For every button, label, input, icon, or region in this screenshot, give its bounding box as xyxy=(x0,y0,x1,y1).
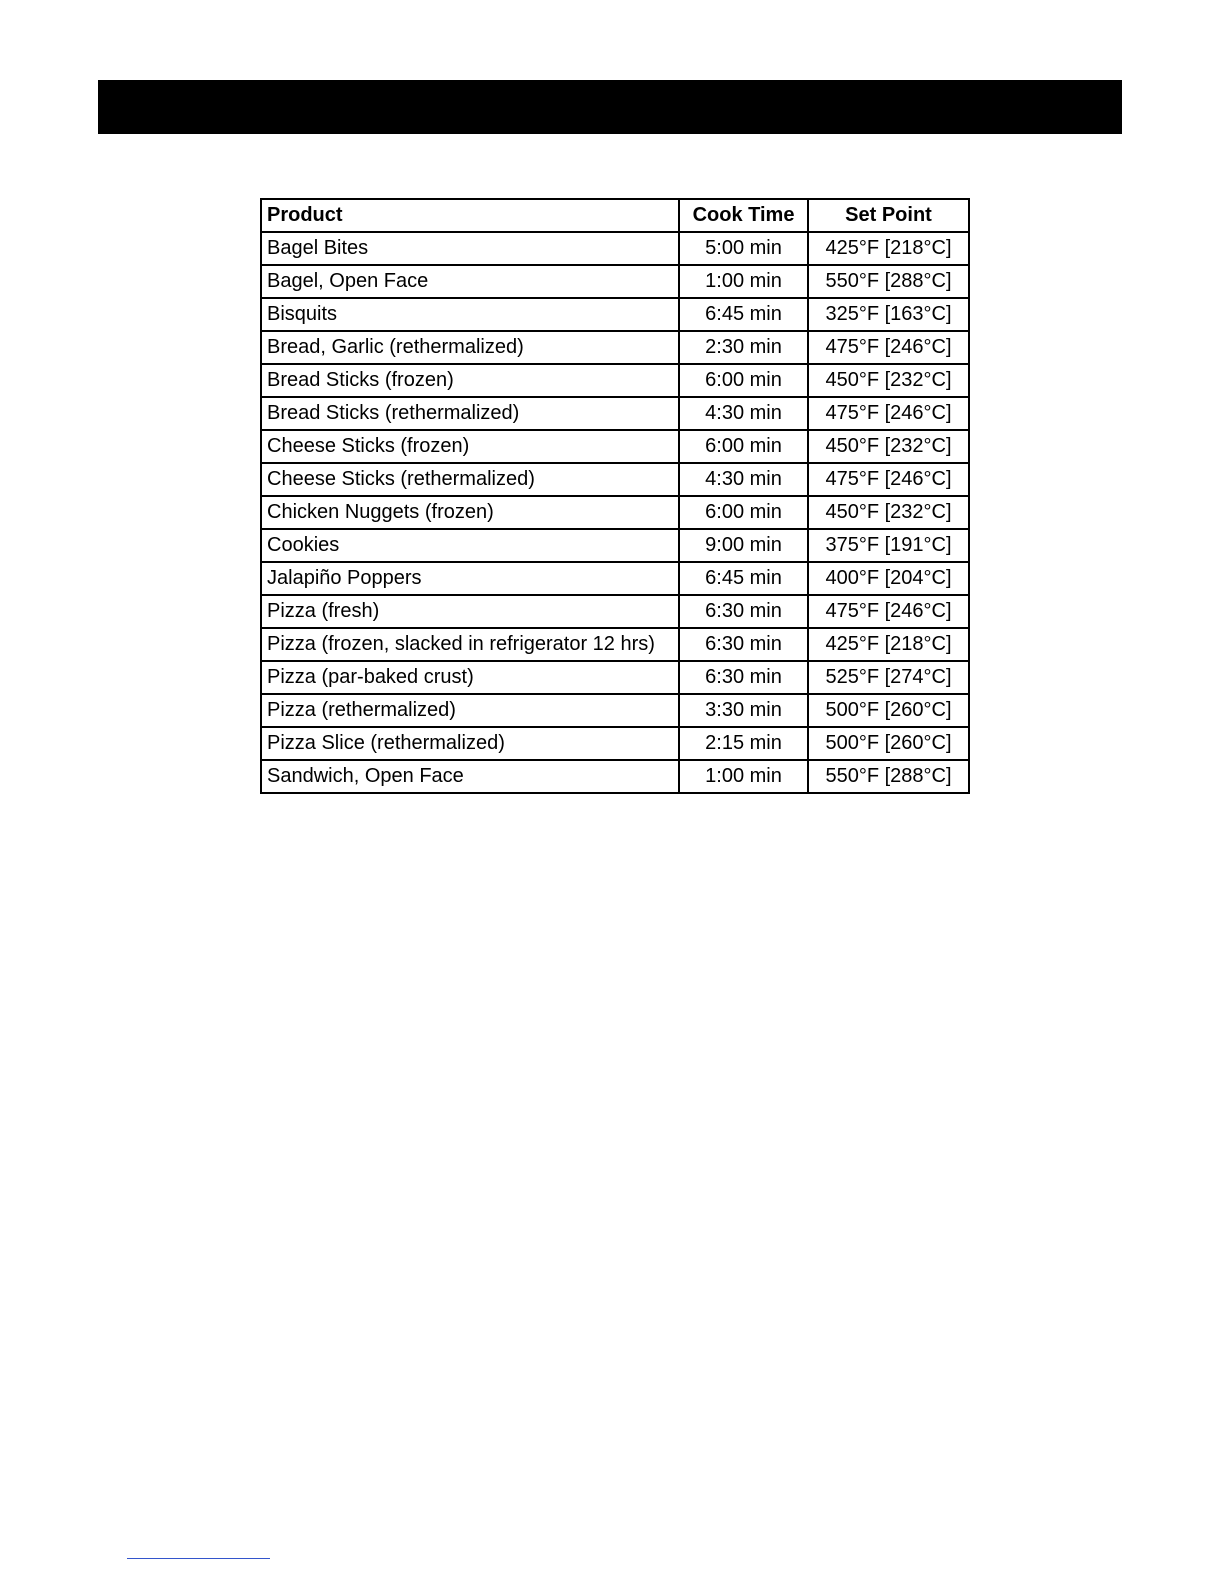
table-row xyxy=(261,331,969,364)
table-row xyxy=(261,694,969,727)
cell-cook-time: 2:30 min xyxy=(679,331,808,364)
cell-cook-time: 3:30 min xyxy=(679,694,808,727)
table-body xyxy=(261,232,969,793)
table-row xyxy=(261,397,969,430)
table-row xyxy=(261,496,969,529)
table-row xyxy=(261,298,969,331)
cell-cook-time: 6:00 min xyxy=(679,364,808,397)
cook-time-table-container xyxy=(260,198,968,794)
cell-set-point: 475°F [246°C] xyxy=(808,397,969,430)
table-row xyxy=(261,595,969,628)
cell-set-point: 500°F [260°C] xyxy=(808,727,969,760)
cell-set-point: 550°F [288°C] xyxy=(808,265,969,298)
cell-cook-time: 1:00 min xyxy=(679,265,808,298)
column-header-set-point: Set Point xyxy=(808,199,969,232)
column-header-product: Product xyxy=(261,199,679,232)
footnote-rule xyxy=(127,1558,270,1559)
cell-cook-time: 1:00 min xyxy=(679,760,808,793)
cell-cook-time: 6:30 min xyxy=(679,595,808,628)
table-row xyxy=(261,265,969,298)
cell-set-point: 550°F [288°C] xyxy=(808,760,969,793)
cell-cook-time: 5:00 min xyxy=(679,232,808,265)
cell-product: Cheese Sticks (rethermalized) xyxy=(261,463,679,496)
cell-cook-time: 6:45 min xyxy=(679,298,808,331)
cell-cook-time: 4:30 min xyxy=(679,397,808,430)
column-header-cook-time: Cook Time xyxy=(679,199,808,232)
cell-set-point: 525°F [274°C] xyxy=(808,661,969,694)
cell-set-point: 475°F [246°C] xyxy=(808,595,969,628)
cell-product: Jalapiño Poppers xyxy=(261,562,679,595)
cell-set-point: 325°F [163°C] xyxy=(808,298,969,331)
table-row xyxy=(261,562,969,595)
cell-product: Cookies xyxy=(261,529,679,562)
cell-product: Pizza (par-baked crust) xyxy=(261,661,679,694)
cell-set-point: 450°F [232°C] xyxy=(808,364,969,397)
cell-cook-time: 6:00 min xyxy=(679,496,808,529)
table-row xyxy=(261,430,969,463)
cell-product: Pizza Slice (rethermalized) xyxy=(261,727,679,760)
cell-set-point: 500°F [260°C] xyxy=(808,694,969,727)
cell-cook-time: 6:30 min xyxy=(679,661,808,694)
table-row xyxy=(261,628,969,661)
cell-cook-time: 4:30 min xyxy=(679,463,808,496)
cell-set-point: 450°F [232°C] xyxy=(808,430,969,463)
cell-product: Sandwich, Open Face xyxy=(261,760,679,793)
table-row xyxy=(261,463,969,496)
table-header-row xyxy=(261,199,969,232)
cell-product: Bagel Bites xyxy=(261,232,679,265)
cell-product: Pizza (fresh) xyxy=(261,595,679,628)
cell-cook-time: 6:30 min xyxy=(679,628,808,661)
cell-product: Bread Sticks (frozen) xyxy=(261,364,679,397)
cell-product: Chicken Nuggets (frozen) xyxy=(261,496,679,529)
table-row xyxy=(261,232,969,265)
cell-cook-time: 9:00 min xyxy=(679,529,808,562)
cell-set-point: 475°F [246°C] xyxy=(808,331,969,364)
cell-product: Bread Sticks (rethermalized) xyxy=(261,397,679,430)
table-row xyxy=(261,760,969,793)
cell-set-point: 375°F [191°C] xyxy=(808,529,969,562)
table-row xyxy=(261,727,969,760)
table-row xyxy=(261,364,969,397)
cell-set-point: 450°F [232°C] xyxy=(808,496,969,529)
cell-cook-time: 6:00 min xyxy=(679,430,808,463)
cell-cook-time: 2:15 min xyxy=(679,727,808,760)
header-bar xyxy=(98,80,1122,134)
cell-product: Pizza (frozen, slacked in refrigerator 12 hrs) xyxy=(261,628,679,661)
cell-cook-time: 6:45 min xyxy=(679,562,808,595)
cell-set-point: 475°F [246°C] xyxy=(808,463,969,496)
cell-set-point: 425°F [218°C] xyxy=(808,232,969,265)
cook-time-table xyxy=(260,198,970,794)
table-row xyxy=(261,529,969,562)
cell-set-point: 425°F [218°C] xyxy=(808,628,969,661)
cell-product: Pizza (rethermalized) xyxy=(261,694,679,727)
cell-product: Bisquits xyxy=(261,298,679,331)
cell-set-point: 400°F [204°C] xyxy=(808,562,969,595)
cell-product: Bread, Garlic (rethermalized) xyxy=(261,331,679,364)
cell-product: Bagel, Open Face xyxy=(261,265,679,298)
table-row xyxy=(261,661,969,694)
cell-product: Cheese Sticks (frozen) xyxy=(261,430,679,463)
